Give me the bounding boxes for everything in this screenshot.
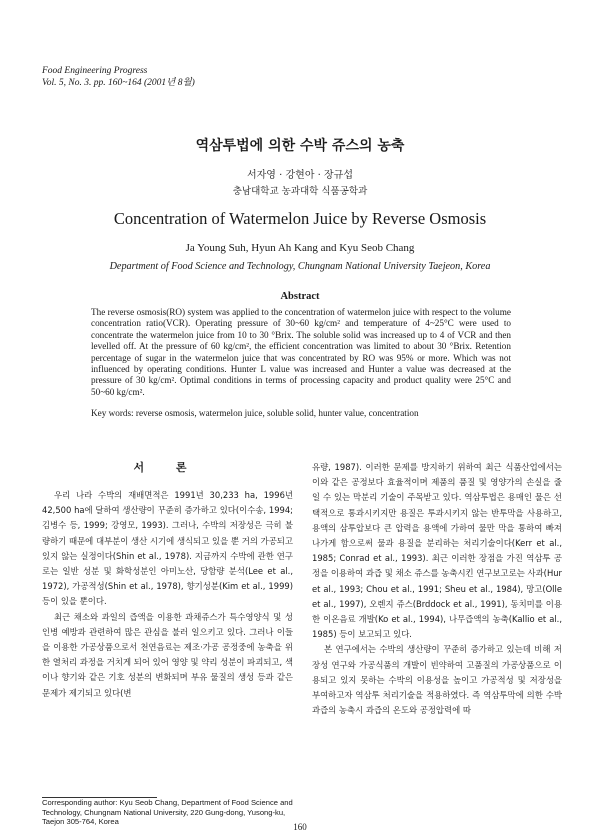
title-korean: 역삼투법에 의한 수박 쥬스의 농축 <box>195 138 405 154</box>
journal-name: Food Engineering Progress <box>42 66 148 76</box>
title-english: Concentration of Watermelon Juice by Reverse Osmosis <box>113 209 487 228</box>
affiliation-english: Department of Food Science and Technology, Chungnam National University Taejeon, Korea <box>109 261 491 272</box>
right-column <box>312 460 562 718</box>
authors-korean: 서자영 · 강현아 · 장규섭 <box>246 170 353 181</box>
page-number: 160 <box>293 822 307 832</box>
left-column <box>42 488 293 701</box>
abstract-heading: Abstract <box>280 291 320 302</box>
keywords: Key words: reverse osmosis, watermelon juice, soluble solid, hunter value, concentration <box>91 408 419 418</box>
section-heading-introduction: 서 론 <box>133 461 201 474</box>
paragraph: 유량, 1987). 이러한 문제를 방지하기 위하여 최근 식품산업에서는 이와 같은 공정보다 효율적이며 제품의 품질 및 영양가의 손실을 줄일 수 있는 막분리 기술이 주목받고 있다. 역삼투법은 용매인 물은 선택적으로 통과시키지만 용질은 투과시키지 않는 반투막을 사용하고, 용액의 삼투압보다 큰 압력을 용액에 가하여 물만 막을 통하여 빠져나가게 함으로써 물과 용질을 분리하는 처리기술이다(Kerr et al., 1985; Conrad et al., 1993). 최근 이러한 장점을 가진 역삼투 공정을 이용하여 과즙 및 채소 쥬스를 농축시킨 연구보고로는 사과(Hur et al., 1993; Chou et al., 1991; Sheu et al., 1984), 망고(Olle et al., 1997), 오렌지 쥬스(Brddock et al., 1991), 동치미를 이용한 이온음료 개발(Ko et al., 1994), 나무즙액의 농축(Kallio et al., 1985) 등이 보고되고 있다. <box>312 462 562 640</box>
affiliation-korean: 충남대학교 농과대학 식품공학과 <box>232 186 368 197</box>
journal-volume: Vol. 5, No. 3. pp. 160~164 (2001년 8월) <box>42 77 195 88</box>
footnote-corresponding-author: Corresponding author: Kyu Seob Chang, Department of Food Science and Technology, Chungnam National University, 220 Gung-dong, Yusong-ku, Taejon 305-764, Korea <box>42 798 293 826</box>
authors-english: Ja Young Suh, Hyun Ah Kang and Kyu Seob Chang <box>185 242 415 254</box>
paragraph: 최근 채소와 과일의 즙액을 이용한 과채쥬스가 특수영양식 및 성인병 예방과 관련하여 많은 관심을 불러 일으키고 있다. 그러나 이들을 이용한 가공상품으로서 천연음료는 제조·가공 공정중에 농축을 위한 열처리 과정을 거치게 되어 있어 영양 및 약리 성분이 파괴되고, 색이나 향기와 같은 기호 성분의 변화되며 부유 물질의 생성 등과 같은 문제가 제기되고 있다(변 <box>42 611 293 698</box>
paragraph: 우리 나라 수박의 재배면적은 1991년 30,233 ha, 1996년 42,500 ha에 달하여 생산량이 꾸준히 증가하고 있다(이수송, 1994; 김병수 등, 1999; 강영모, 1993). 그러나, 수박의 저장성은 극히 불량하기 때문에 대부분이 생산 시기에 생식되고 있을 뿐 거의 가공되고 있지 않는 실정이다(Shin et al., 1978). 지금까지 수박에 관한 연구로는 일반 성분 및 화학성분인 아미노산, 당함량 분석(Lee et al., 1972), 가공적성(Shin et al., 1978), 향기성분(Kim et al., 1999)등이 있을 뿐이다. <box>42 490 293 607</box>
journal-header <box>42 66 195 89</box>
paragraph: 본 연구에서는 수박의 생산량이 꾸준히 증가하고 있는데 비해 저장성 연구와 가공식품의 개발이 빈약하여 고품질의 가공상품으로 이용되고 있지 못하는 수박의 이용성을 높이고 가공적성 및 저장성을 부여하고자 역삼투 처리기술을 적용하였다. 즉 역삼투막에 의한 수박과즙의 농축시 과즙의 온도와 공정압력에 따 <box>312 644 562 716</box>
abstract-text: The reverse osmosis(RO) system was applied to the concentration of watermelon juice with respect to the volume concentration ratio(VCR). Operating pressure of 30~60 kg/cm² and temperature of 4~25°C were used to concentrate the watermelon juice from 10 to 30 °Brix. The soluble solid was increased up to 4 of VCR and then levelled off. At the pressure of 60 kg/cm², the efficient concentration was limited to about 30 °Brix. Retention percentage of sugar in the watermelon juice that was concentrated by RO was 95% or more. Which was not influenced by operating conditions. Hunter L value was increased and Hunter a value was decreased at the pressure of 30 kg/cm². Optimal conditions in terms of processing capacity and product quality were 25°C and 50~60 kg/cm². <box>91 307 511 397</box>
